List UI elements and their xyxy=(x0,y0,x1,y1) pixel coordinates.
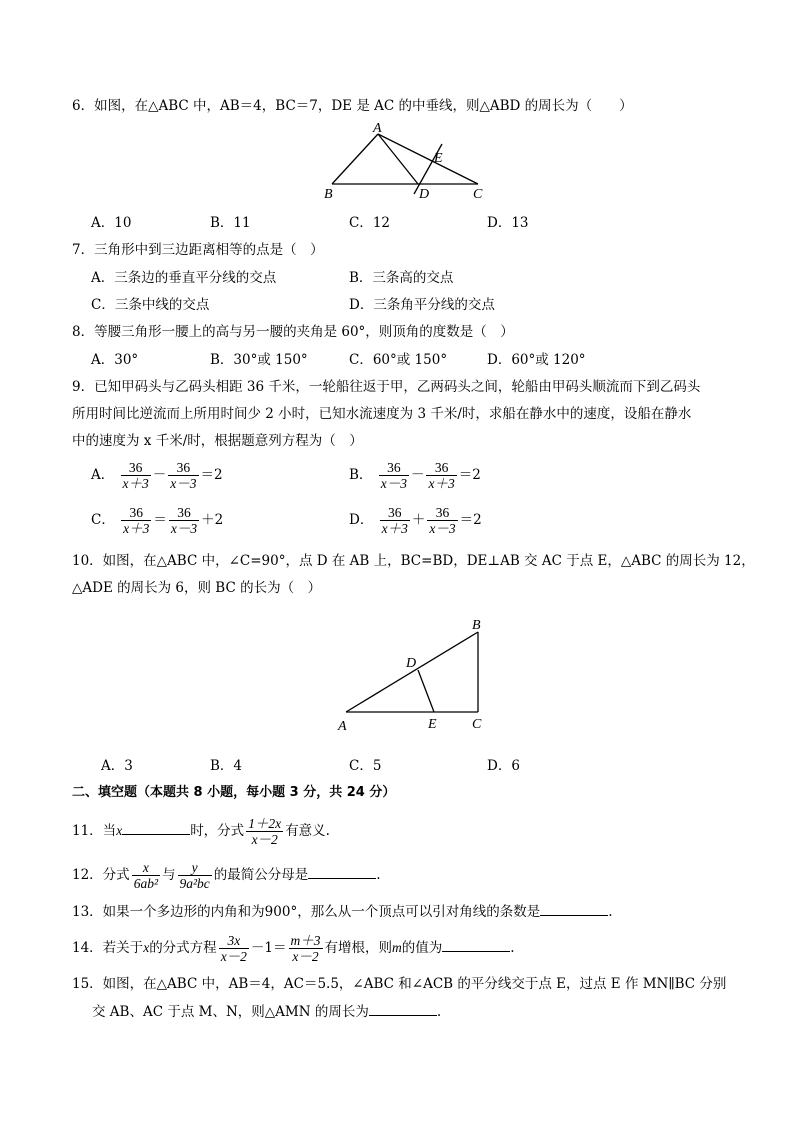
q9-option-c: C． $\frac{36}{x+3}$ ＝ $\frac{36}{x-3}$ ＋2 xyxy=(91,505,224,536)
q10-label-e: E xyxy=(428,717,437,732)
q8-text: 8．等腰三角形一腰上的高与另一腰的夹角是 60°，则顶角的度数是（ ） xyxy=(72,324,514,340)
q8-option-b: B．30°或 150° xyxy=(210,352,308,368)
q13-blank[interactable] xyxy=(540,901,608,916)
q10-option-a: A．3 xyxy=(101,758,133,774)
q6-label-d: D xyxy=(419,187,430,202)
q8-option-d: D．60°或 120° xyxy=(487,352,586,368)
q6-label-a: A xyxy=(373,121,382,136)
q12-blank[interactable] xyxy=(308,864,376,879)
q9-option-d: D． $\frac{36}{x+3}$ ＋ $\frac{36}{x-3}$ ＝2 xyxy=(349,505,482,536)
q10-figure xyxy=(330,612,500,736)
q15-line1: 15．如图，在△ABC 中，AB＝4，AC＝5.5，∠ABC 和∠ACB 的平分线交于点 E，过点 E 作 MN∥BC 分别 xyxy=(72,976,727,992)
q10-option-b: B．4 xyxy=(210,758,243,774)
q10-option-c: C．5 xyxy=(349,758,382,774)
q10-label-a: A xyxy=(338,719,347,734)
q6-text: 6．如图，在△ABC 中，AB＝4，BC＝7，DE 是 AC 的中垂线，则△ABD 的周长为（ ） xyxy=(72,98,633,114)
q6-figure xyxy=(318,120,498,202)
q11: 11．当x 时，分式 $\frac{1+2x}{x-2}$ 有意义. xyxy=(72,816,330,847)
q14-blank[interactable] xyxy=(442,937,510,952)
q10-label-b: B xyxy=(472,618,481,633)
q8-option-a: A．30° xyxy=(91,352,139,368)
q6-label-c: C xyxy=(473,187,483,202)
q9-line2: 所用时间比逆流而上所用时间少 2 小时，已知水流速度为 3 千米/时，求船在静水中的速度，设船在静水 xyxy=(72,406,692,422)
q10-label-d: D xyxy=(406,656,417,671)
q6-label-e: E xyxy=(434,151,443,166)
q9-option-b: B． $\frac{36}{x-3}$ － $\frac{36}{x+3}$ ＝2 xyxy=(349,460,481,491)
q9-line1: 9．已知甲码头与乙码头相距 36 千米，一轮船往返于甲，乙两码头之间，轮船由甲码头顺流而下到乙码头 xyxy=(72,379,701,395)
q6-option-d: D．13 xyxy=(487,215,529,231)
q15-blank[interactable] xyxy=(369,1001,437,1016)
q6-option-b: B．11 xyxy=(210,215,251,231)
q12: 12．分式 $\frac{x}{\text{6ab²}}$ 与 $\frac{y}{\text{9a²bc}}$ 的最简公分母是 . xyxy=(72,860,381,891)
q15-line2: 交 AB、AC 于点 M、N，则△AMN 的周长为 . xyxy=(92,1001,441,1022)
section-heading: 二、填空题（本题共 8 小题，每小题 3 分，共 24 分） xyxy=(72,785,396,800)
q10-line1: 10．如图，在△ABC 中，∠C=90°，点 D 在 AB 上，BC=BD，DE⊥AB 交 AC 于点 E，△ABC 的周长为 12， xyxy=(72,553,755,569)
q6-label-b: B xyxy=(324,187,333,202)
q7-option-c: C．三条中线的交点 xyxy=(91,297,210,313)
q14: 14．若关于x的分式方程 $\frac{3x}{x-2}$ －1＝ $\frac{m+3}{x-2}$ 有增根，则m的值为 . xyxy=(72,933,515,964)
q11-blank[interactable] xyxy=(122,820,190,835)
q7-text: 7．三角形中到三边距离相等的点是（ ） xyxy=(72,242,324,258)
q8-option-c: C．60°或 150° xyxy=(349,352,448,368)
q9-option-a: A． $\frac{36}{x+3}$ － $\frac{36}{x-3}$ ＝2 xyxy=(91,460,223,491)
q10-option-d: D．6 xyxy=(487,758,520,774)
q7-option-d: D．三条角平分线的交点 xyxy=(349,297,495,313)
q6-option-c: C．12 xyxy=(349,215,391,231)
q7-option-b: B．三条高的交点 xyxy=(349,270,454,286)
q10-line2: △ADE 的周长为 6，则 BC 的长为（ ） xyxy=(72,580,322,596)
q10-label-c: C xyxy=(472,717,482,732)
q7-option-a: A．三条边的垂直平分线的交点 xyxy=(91,270,277,286)
q9-line3: 中的速度为 x 千米/时，根据题意列方程为（ ） xyxy=(72,433,363,449)
q13: 13．如果一个多边形的内角和为900°，那么从一个顶点可以引对角线的条数是 . xyxy=(72,901,613,922)
q6-option-a: A．10 xyxy=(91,215,132,231)
